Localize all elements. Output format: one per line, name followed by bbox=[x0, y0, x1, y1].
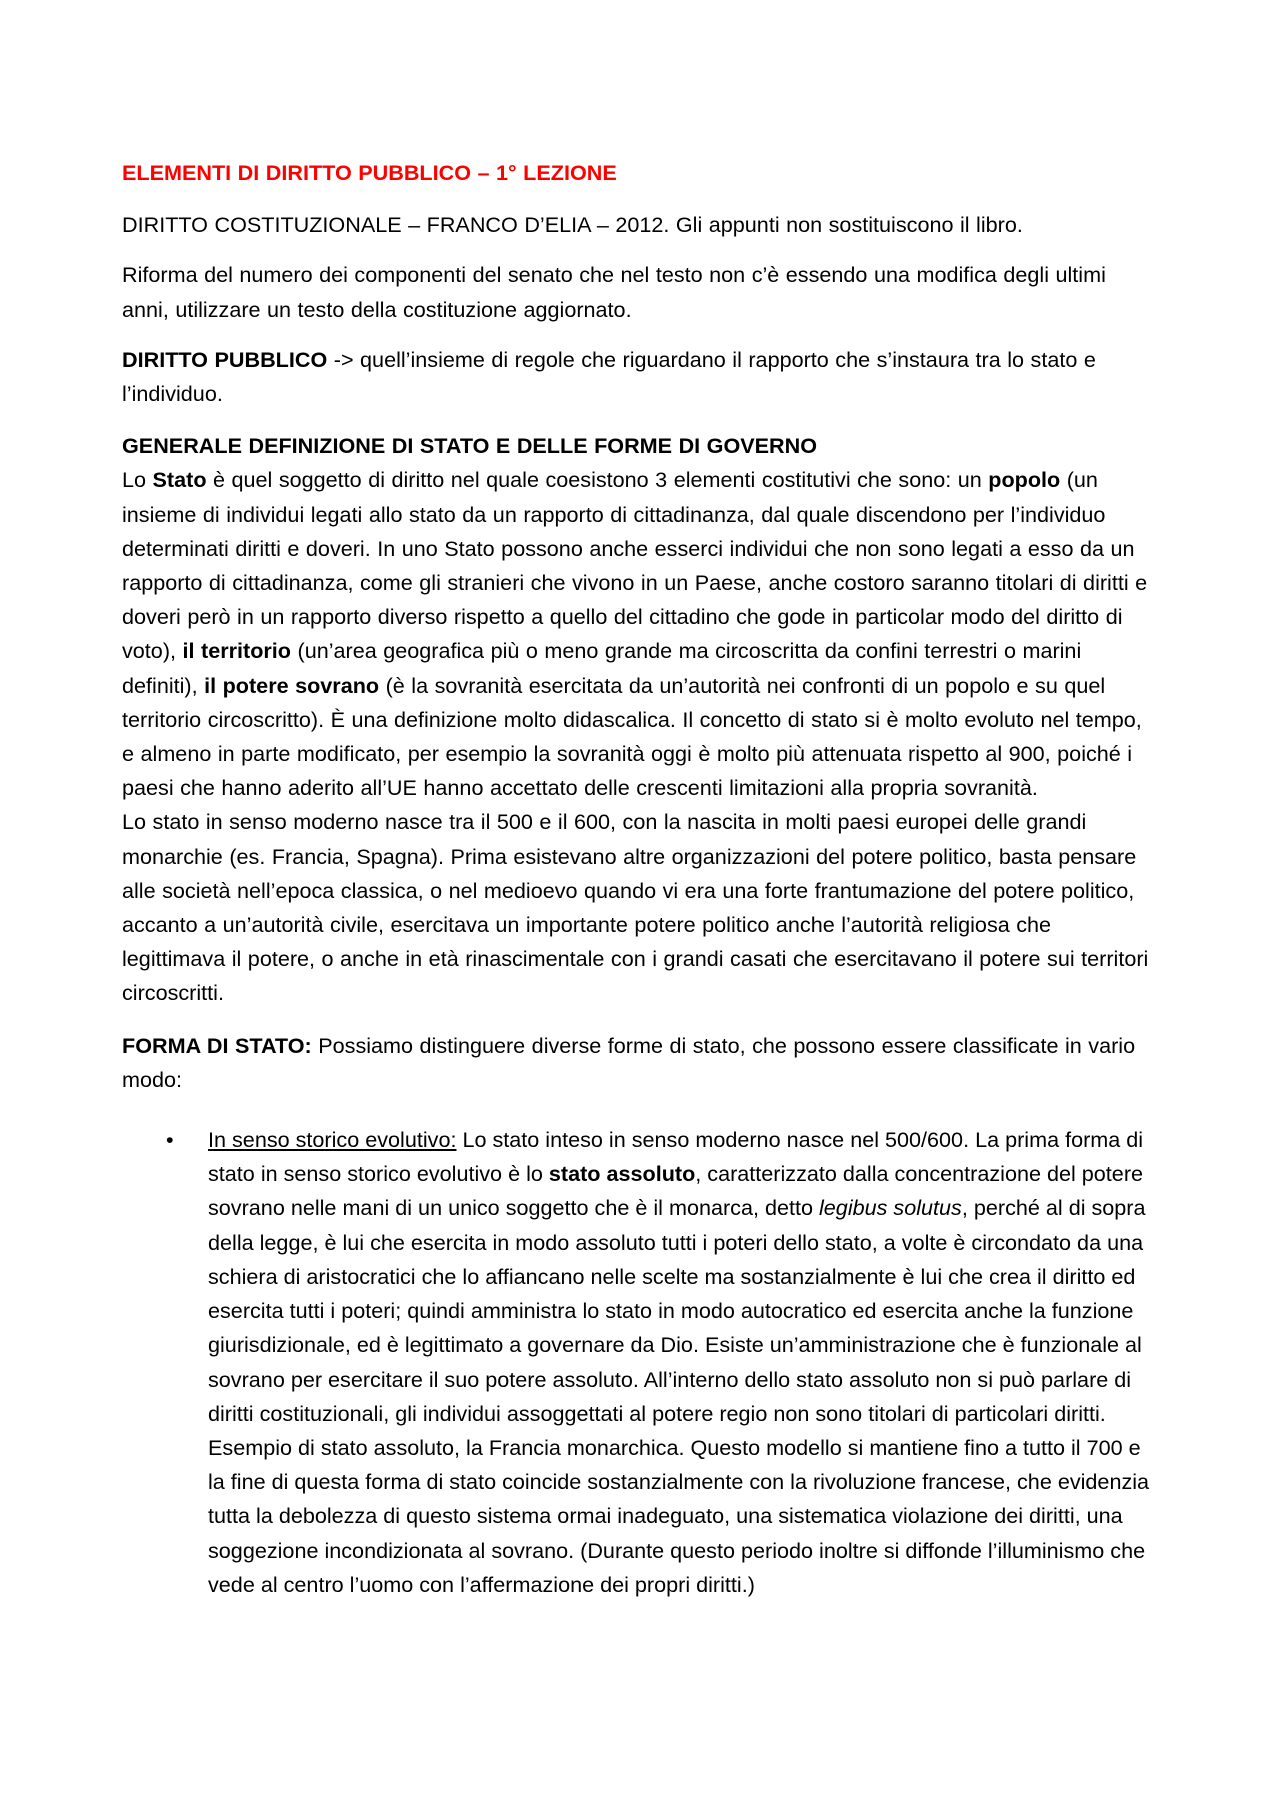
bullet-text-2: , caratterizzato dalla concentrazione del potere sovrano nelle mani di un unico soggetto che è il monarca, detto bbox=[208, 1161, 1144, 1221]
public-law-term: DIRITTO PUBBLICO bbox=[122, 346, 328, 372]
reform-note: Riforma del numero dei componenti del senato che nel testo non c’è essendo una modifica degli ultimi anni, utilizzare un testo della costituzione aggiornato. bbox=[122, 262, 1106, 322]
state-text-1: Lo bbox=[122, 467, 153, 493]
forms-of-state-list bbox=[122, 1123, 1150, 1602]
public-law-definition bbox=[122, 343, 1150, 411]
term-territorio: il territorio bbox=[182, 638, 291, 664]
list-item bbox=[166, 1123, 1150, 1602]
document-title: ELEMENTI DI DIRITTO PUBBLICO – 1° LEZIONE bbox=[122, 160, 617, 185]
bullet-text-3: , perché al di sopra della legge, è lui che esercita in modo assoluto tutti i poteri dello stato, a volte è circondato da una schiera di aristocratici che lo affiancano nelle scelte ma sostanzialmente è lui che crea il diritto ed esercita tutti i poteri; quindi amministra lo stato in modo autocratico ed esercita anche la funzione giurisdizionale, ed è legittimato a governare da Dio. Esiste un’amministrazione che è funzionale al sovrano per esercitare il suo potere assoluto. All’interno dello stato assoluto non si può parlare di diritti costituzionali, gli individui assoggettati al potere regio non sono titolari di particolari diritti. Esempio di stato assoluto, la Francia monarchica. Questo modello si mantiene fino a tutto il 700 e la fine di questa forma di stato coincide sostanzialmente con la rivoluzione francese, che evidenzia tutta la debolezza di questo sistema ormai inadeguato, una sistematica violazione dei diritti, una soggezione incondizionata al sovrano. (Durante questo periodo inoltre si diffonde l’illuminismo che vede al centro l’uomo con l’affermazione dei propri diritti.) bbox=[208, 1195, 1150, 1597]
term-stato: Stato bbox=[152, 467, 207, 493]
bullet-text-1: Lo stato inteso in senso moderno nasce nel 500/600. La prima forma di stato in senso storico evolutivo è lo bbox=[208, 1127, 1144, 1187]
bullet-icon: • bbox=[166, 1127, 174, 1153]
term-popolo: popolo bbox=[988, 467, 1061, 493]
forms-of-state-intro-text: Possiamo distinguere diverse forme di stato, che possono essere classificate in vario modo: bbox=[122, 1032, 1136, 1092]
state-text-2: è quel soggetto di diritto nel quale coesistono 3 elementi costitutivi che sono: un bbox=[206, 467, 989, 493]
state-definition-section bbox=[122, 429, 1150, 1010]
forms-of-state-intro bbox=[122, 1029, 1150, 1097]
term-stato-assoluto: stato assoluto bbox=[548, 1161, 696, 1187]
state-section-heading: GENERALE DEFINIZIONE DI STATO E DELLE FORME DI GOVERNO bbox=[122, 433, 818, 459]
modern-state-paragraph: Lo stato in senso moderno nasce tra il 500 e il 600, con la nascita in molti paesi europei delle grandi monarchie (es. Francia, Spagna). Prima esistevano altre organizzazioni del potere politico, basta pensare alle società nell’epoca classica, o nel medioevo quando vi era una forte frantumazione del potere politico, accanto a un’autorità civile, esercitava un importante potere politico anche l’autorità religiosa che legittimava il potere, o anche in età rinascimentale con i grandi casati che esercitavano il potere sui territori circoscritti. bbox=[122, 809, 1149, 1006]
bullet-underlined-lead: In senso storico evolutivo: bbox=[208, 1127, 457, 1153]
public-law-definition-text: -> quell’insieme di regole che riguardano il rapporto che s’instaura tra lo stato e l’individuo. bbox=[122, 346, 1096, 407]
reference-line: DIRITTO COSTITUZIONALE – FRANCO D’ELIA – 2012. Gli appunti non sostituiscono il libro. bbox=[122, 212, 1023, 238]
state-text-5: (è la sovranità esercitata da un’autorità nei confronti di un popolo e su quel territorio circoscritto). È una definizione molto didascalica. Il concetto di stato si è molto evoluto nel tempo, e almeno in parte modificato, per esempio la sovranità oggi è molto più attenuata rispetto al 900, poiché i paesi che hanno aderito all’UE hanno accettato delle crescenti limitazioni alla propria sovranità. bbox=[122, 672, 1142, 801]
state-definition-paragraph bbox=[122, 463, 1150, 805]
term-legibus-solutus: legibus solutus bbox=[819, 1195, 962, 1221]
state-text-4: (un’area geografica più o meno grande ma circoscritta da confini terrestri o marini definiti), bbox=[122, 638, 1082, 698]
forms-of-state-label: FORMA DI STATO: bbox=[122, 1032, 312, 1058]
term-potere-sovrano: il potere sovrano bbox=[204, 672, 380, 698]
state-text-3: (un insieme di individui legati allo stato da un rapporto di cittadinanza, dal quale discendono per l’individuo determinati diritti e doveri. In uno Stato possono anche esserci individui che non sono legati a esso da un rapporto di cittadinanza, come gli stranieri che vivono in un Paese, anche costoro saranno titolari di diritti e doveri però in un rapporto diverso rispetto a quello del cittadino che gode in particolar modo del diritto di voto), bbox=[122, 467, 1148, 664]
